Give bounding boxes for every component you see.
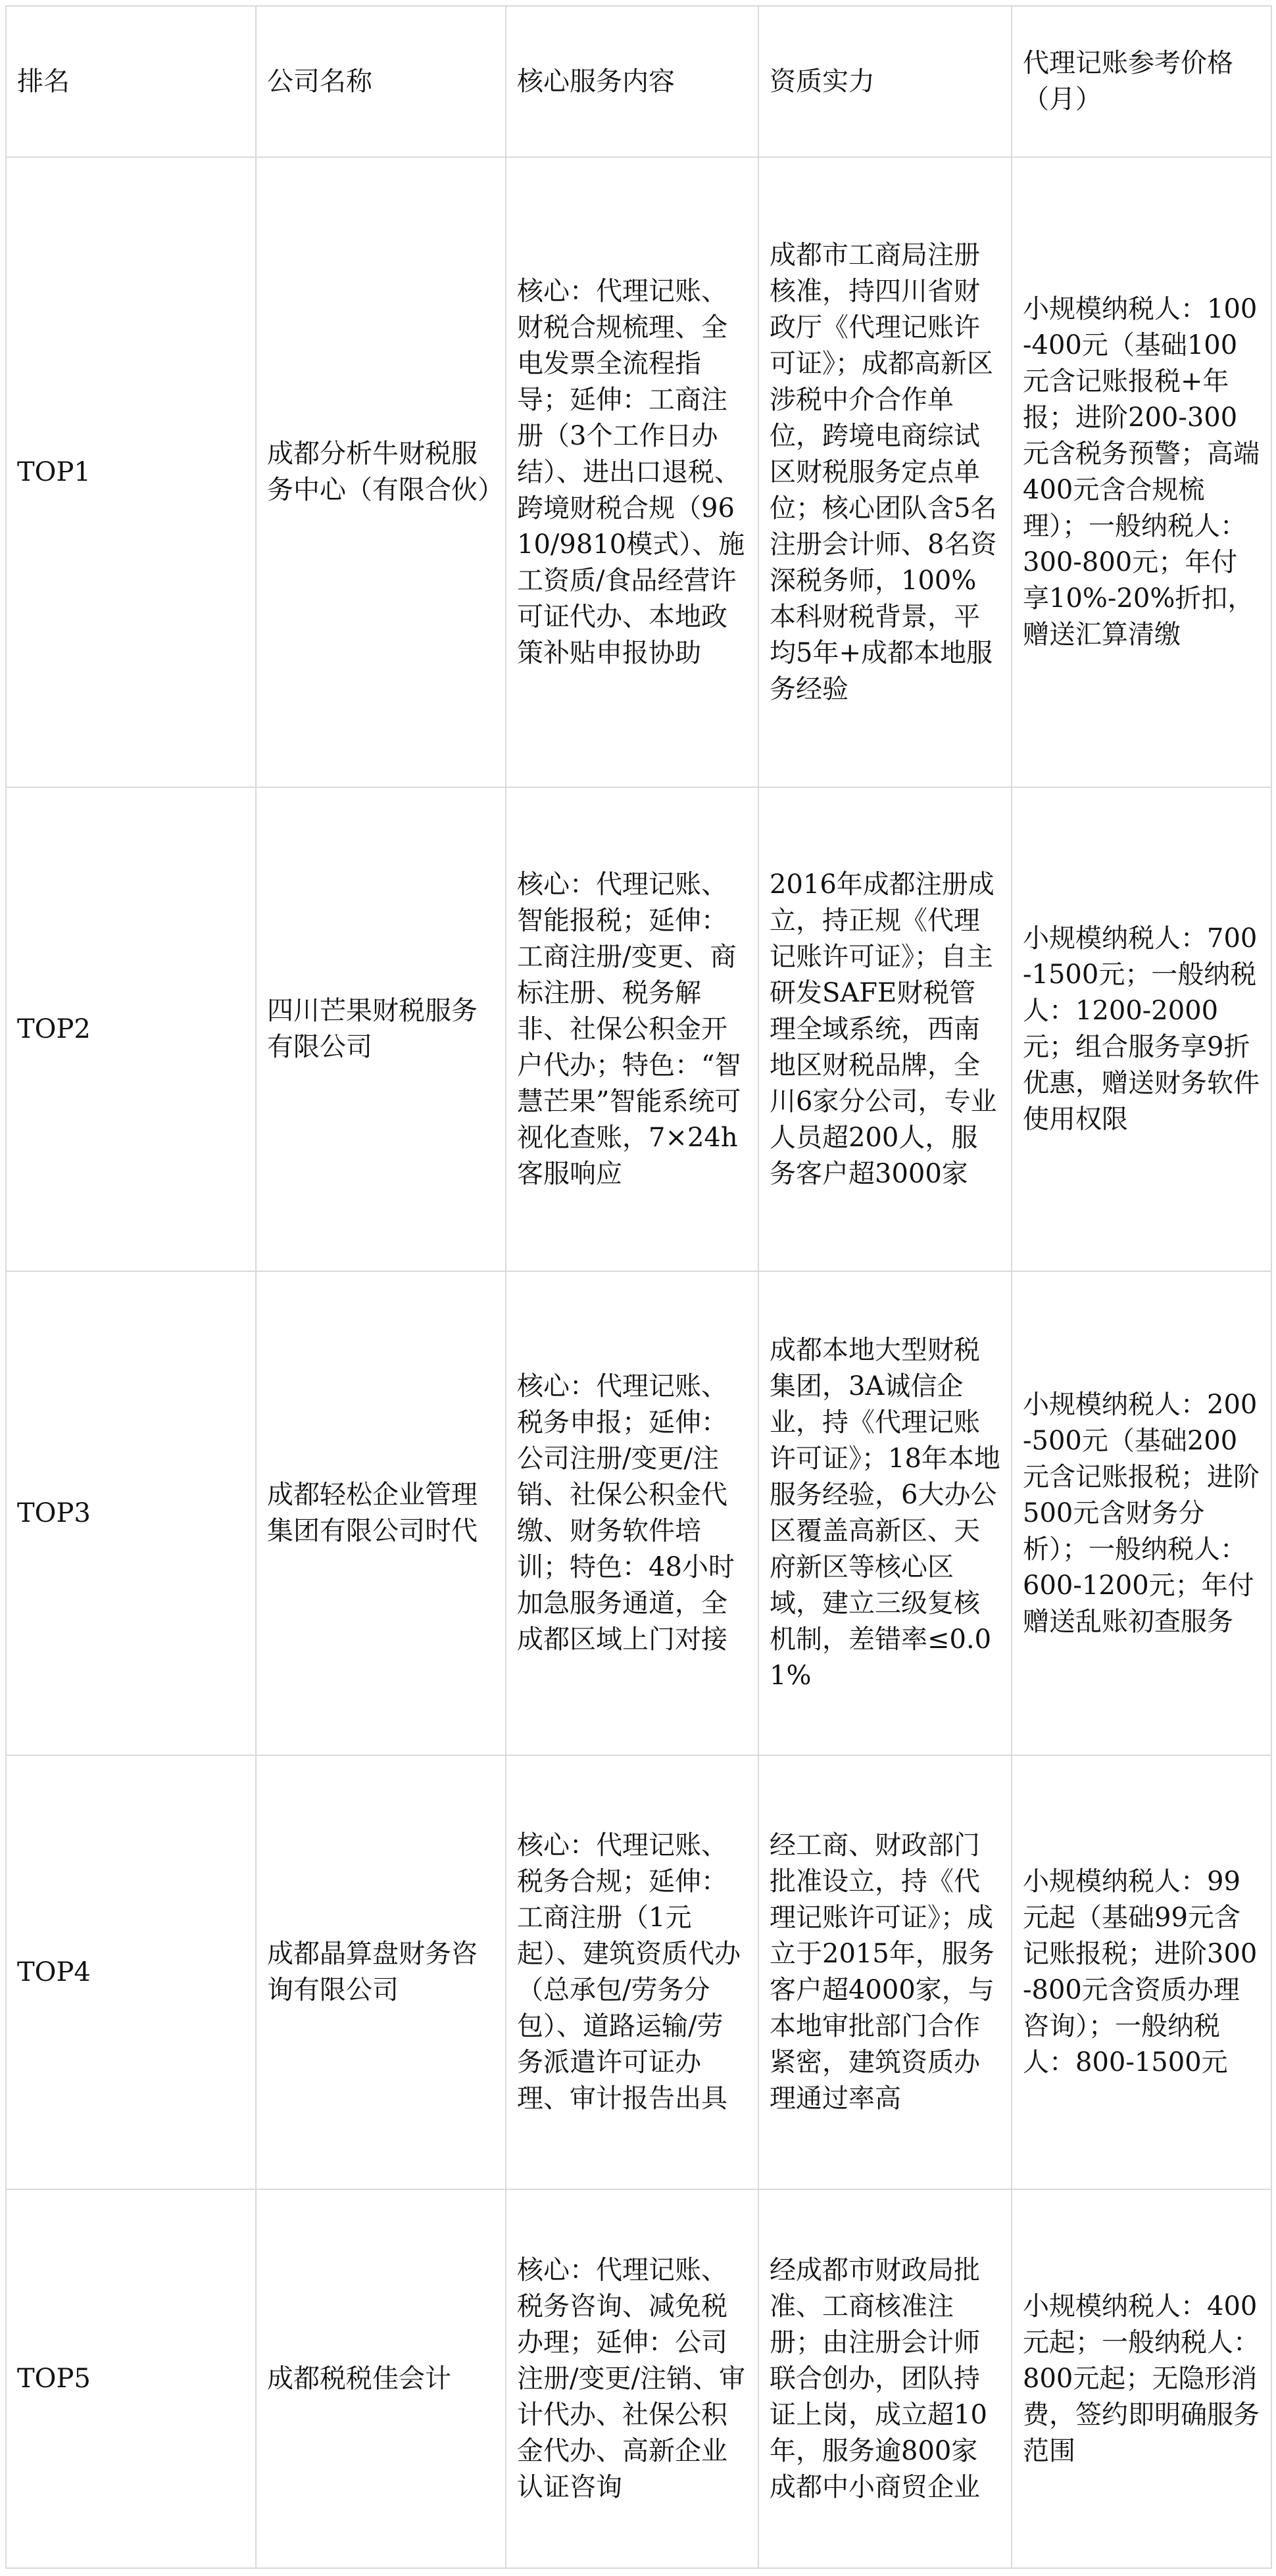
table-row bbox=[6, 157, 1271, 787]
price-cell: 小规模纳税人：700-1500元；一般纳税人：1200-2000元；组合服务享9折优惠，赠送财务软件使用权限 bbox=[1012, 787, 1271, 1271]
table-row bbox=[6, 2189, 1271, 2568]
rank-cell: TOP3 bbox=[6, 1271, 256, 1755]
header-services: 核心服务内容 bbox=[506, 6, 758, 157]
table-row bbox=[6, 1755, 1271, 2189]
price-cell: 小规模纳税人：99元起（基础99元含记账报税；进阶300-800元含资质办理咨询）；一般纳税人：800-1500元 bbox=[1012, 1755, 1271, 2189]
qualification-cell: 经成都市财政局批准、工商核准注册；由注册会计师联合创办，团队持证上岗，成立超10年，服务逾800家成都中小商贸企业 bbox=[758, 2189, 1012, 2568]
agency-ranking-table bbox=[5, 5, 1272, 2569]
rank-cell: TOP5 bbox=[6, 2189, 256, 2568]
company-cell: 四川芒果财税服务有限公司 bbox=[256, 787, 506, 1271]
header-qualification: 资质实力 bbox=[758, 6, 1012, 157]
company-cell: 成都轻松企业管理集团有限公司时代 bbox=[256, 1271, 506, 1755]
services-cell: 核心：代理记账、财税合规梳理、全电发票全流程指导；延伸：工商注册（3个工作日办结）、进出口退税、跨境财税合规（9610/9810模式）、施工资质/食品经营许可证代办、本地政策补贴申报协助 bbox=[506, 157, 758, 787]
price-cell: 小规模纳税人：200-500元（基础200元含记账报税；进阶500元含财务分析）；一般纳税人：600-1200元；年付赠送乱账初查服务 bbox=[1012, 1271, 1271, 1755]
qualification-cell: 2016年成都注册成立，持正规《代理记账许可证》；自主研发SAFE财税管理全域系统，西南地区财税品牌，全川6家分公司，专业人员超200人，服务客户超3000家 bbox=[758, 787, 1012, 1271]
rank-cell: TOP1 bbox=[6, 157, 256, 787]
company-cell: 成都税税佳会计 bbox=[256, 2189, 506, 2568]
services-cell: 核心：代理记账、税务合规；延伸：工商注册（1元起）、建筑资质代办（总承包/劳务分包）、道路运输/劳务派遣许可证办理、审计报告出具 bbox=[506, 1755, 758, 2189]
table-row bbox=[6, 1271, 1271, 1755]
rank-cell: TOP4 bbox=[6, 1755, 256, 2189]
qualification-cell: 成都本地大型财税集团，3A诚信企业，持《代理记账许可证》；18年本地服务经验，6大办公区覆盖高新区、天府新区等核心区域，建立三级复核机制，差错率≤0.01% bbox=[758, 1271, 1012, 1755]
header-price: 代理记账参考价格（月） bbox=[1012, 6, 1271, 157]
header-rank: 排名 bbox=[6, 6, 256, 157]
rank-cell: TOP2 bbox=[6, 787, 256, 1271]
qualification-cell: 成都市工商局注册核准，持四川省财政厅《代理记账许可证》；成都高新区涉税中介合作单位，跨境电商综试区财税服务定点单位；核心团队含5名注册会计师、8名资深税务师，100%本科财税背景，平均5年+成都本地服务经验 bbox=[758, 157, 1012, 787]
services-cell: 核心：代理记账、税务咨询、减免税办理；延伸：公司注册/变更/注销、审计代办、社保公积金代办、高新企业认证咨询 bbox=[506, 2189, 758, 2568]
company-cell: 成都晶算盘财务咨询有限公司 bbox=[256, 1755, 506, 2189]
price-cell: 小规模纳税人：400元起；一般纳税人：800元起；无隐形消费，签约即明确服务范围 bbox=[1012, 2189, 1271, 2568]
price-cell: 小规模纳税人：100-400元（基础100元含记账报税+年报；进阶200-300元含税务预警；高端400元含合规梳理）；一般纳税人：300-800元；年付享10%-20%折扣，赠送汇算清缴 bbox=[1012, 157, 1271, 787]
table-row bbox=[6, 787, 1271, 1271]
header-company: 公司名称 bbox=[256, 6, 506, 157]
services-cell: 核心：代理记账、税务申报；延伸：公司注册/变更/注销、社保公积金代缴、财务软件培训；特色：48小时加急服务通道，全成都区域上门对接 bbox=[506, 1271, 758, 1755]
table-header-row bbox=[6, 6, 1271, 157]
services-cell: 核心：代理记账、智能报税；延伸：工商注册/变更、商标注册、税务解非、社保公积金开户代办；特色：“智慧芒果”智能系统可视化查账，7×24h客服响应 bbox=[506, 787, 758, 1271]
qualification-cell: 经工商、财政部门批准设立，持《代理记账许可证》；成立于2015年，服务客户超4000家，与本地审批部门合作紧密，建筑资质办理通过率高 bbox=[758, 1755, 1012, 2189]
company-cell: 成都分析牛财税服务中心（有限合伙） bbox=[256, 157, 506, 787]
